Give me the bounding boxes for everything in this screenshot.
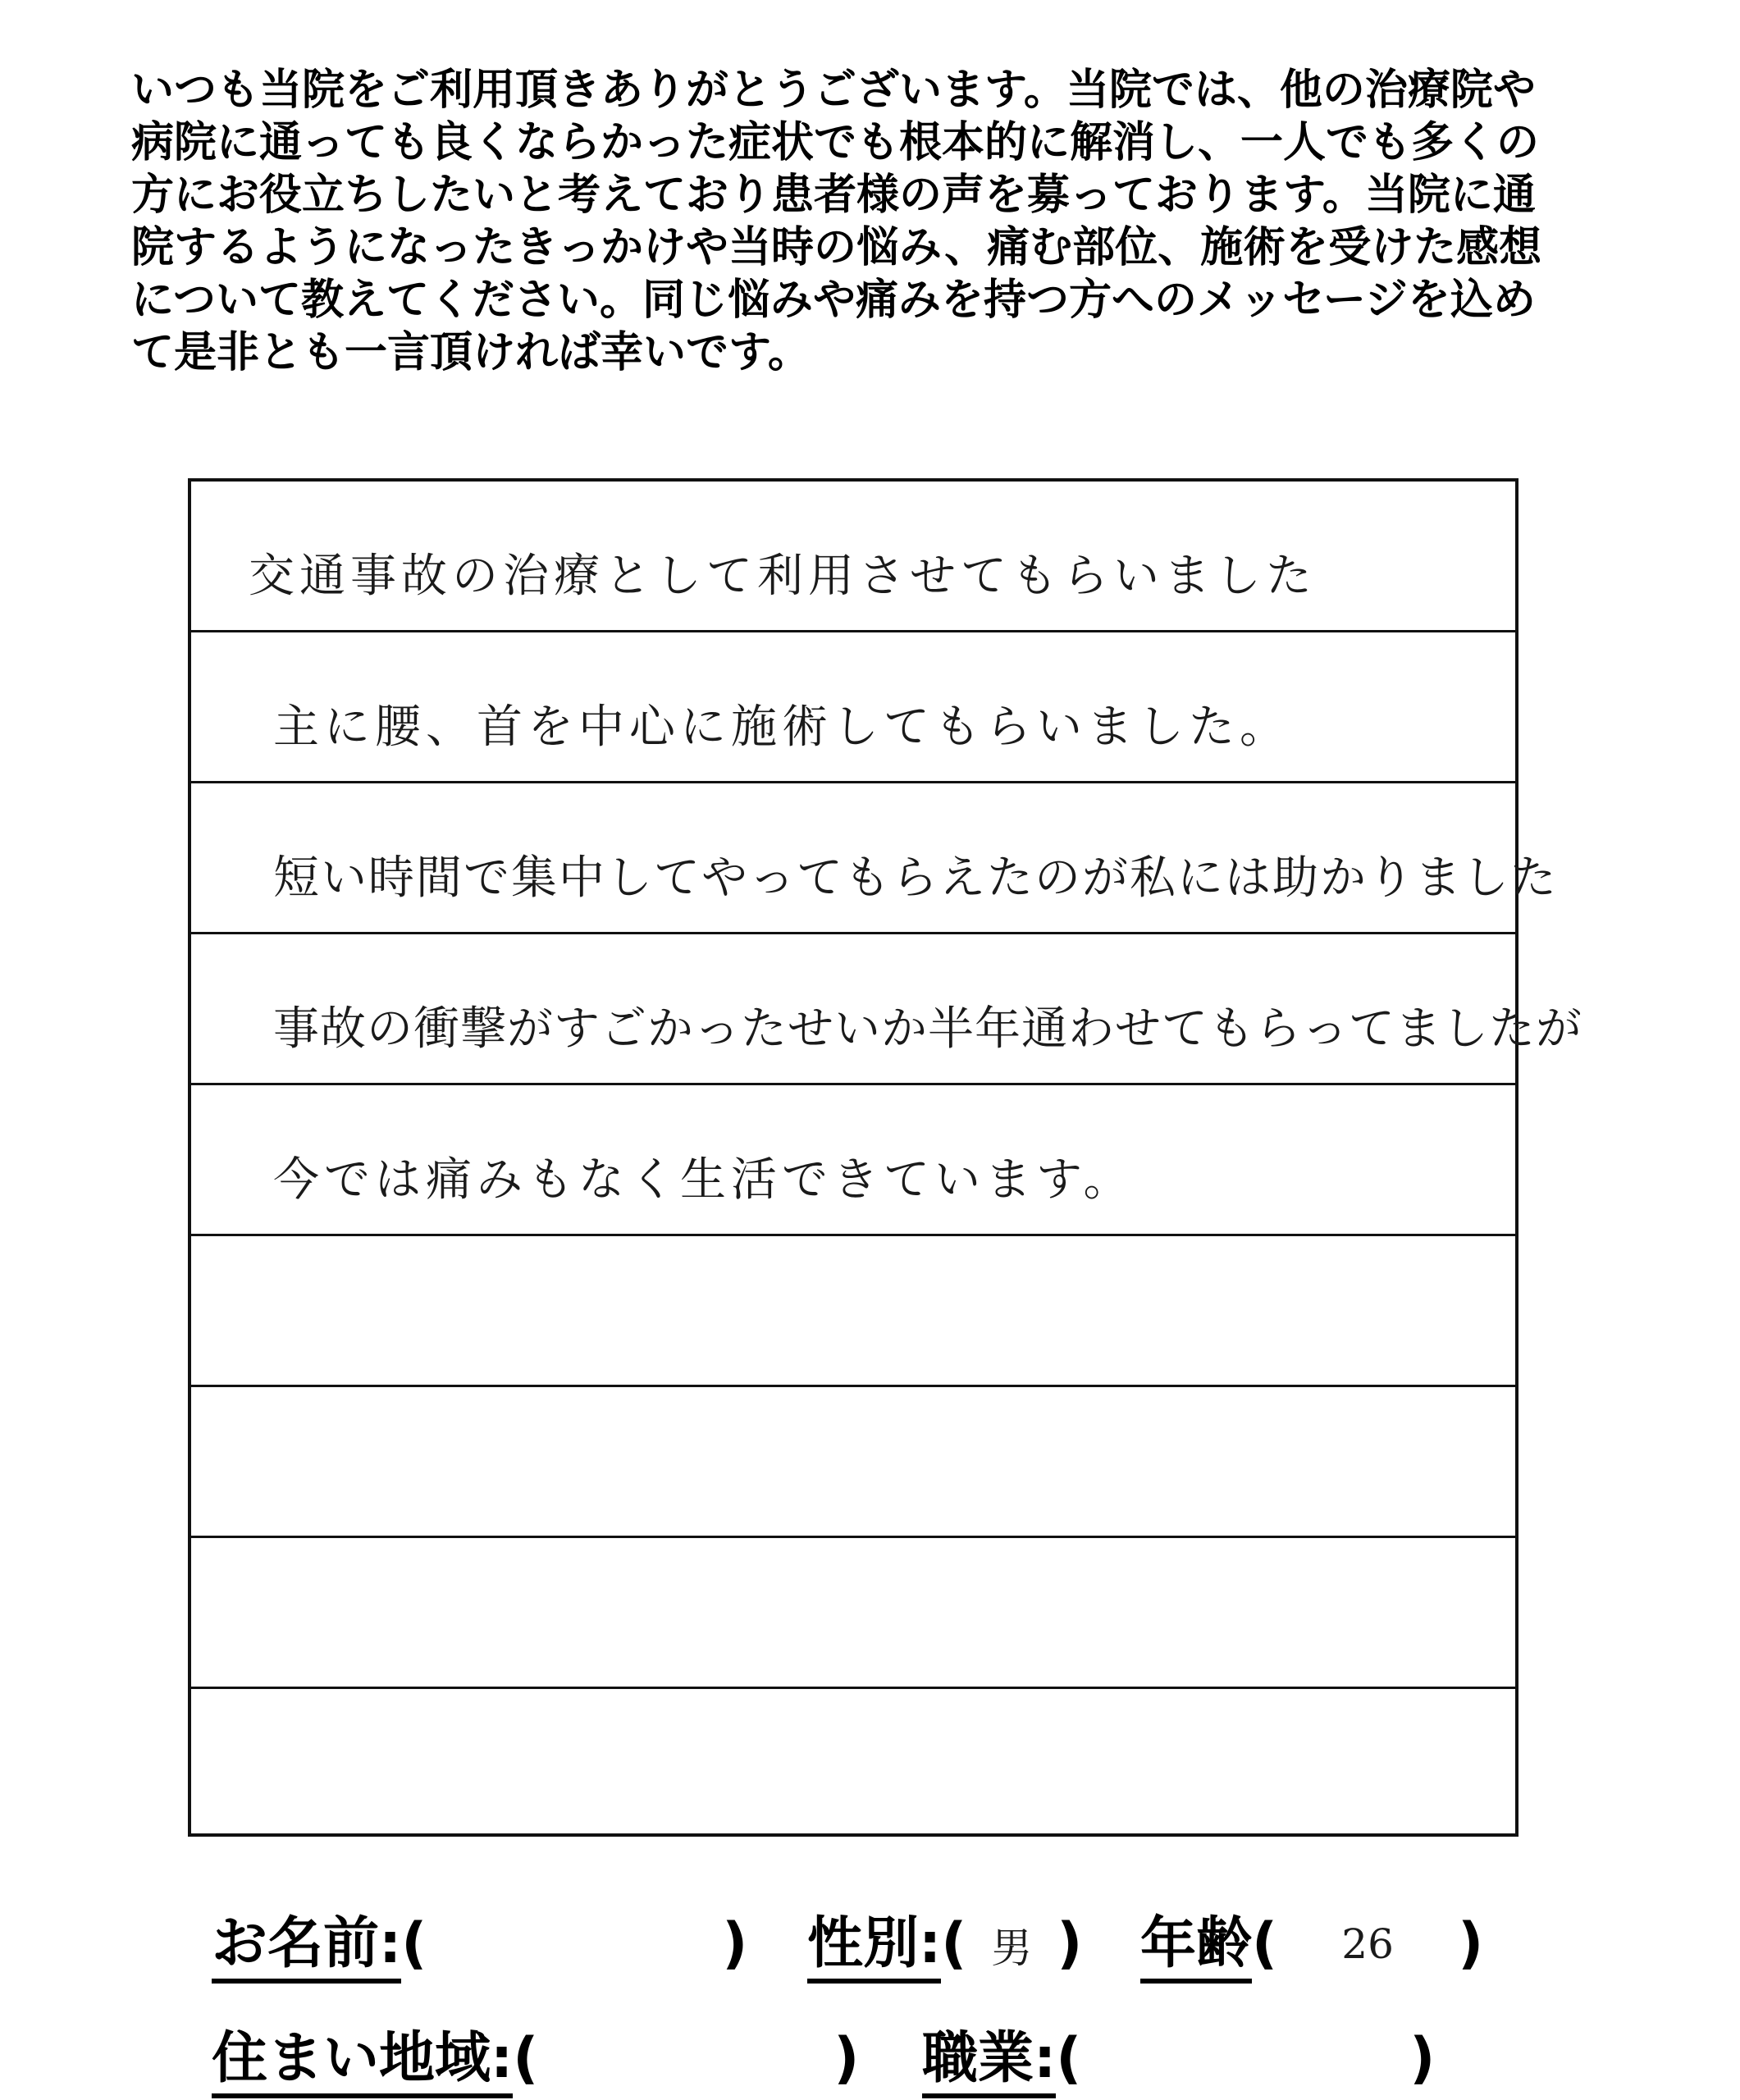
response-text: 交通事故の治療として利用させてもらいました — [249, 550, 1317, 603]
response-row — [191, 482, 1515, 632]
response-box — [188, 478, 1582, 1837]
intro-line: 院するようになったきっかけや当時の悩み、痛む部位、施術を受けた感想 — [131, 223, 1542, 272]
age-value: 26 — [1341, 1920, 1394, 1968]
age-label: 年齢 — [1140, 1911, 1252, 1984]
job-field — [922, 2026, 1435, 2098]
response-row — [191, 1085, 1515, 1236]
intro-text — [131, 64, 1575, 379]
open-paren: ( — [1252, 1911, 1278, 1976]
response-row — [191, 1689, 1515, 1840]
close-paren: ) — [1057, 1911, 1083, 1976]
name-label: お名前: — [212, 1911, 401, 1984]
response-row — [191, 934, 1582, 1085]
response-row — [191, 1236, 1515, 1387]
gender-value: 男 — [991, 1924, 1033, 1972]
intro-line: 病院に通っても良くならかった症状でも根本的に解消し、一人でも多くの — [131, 118, 1540, 167]
response-row — [191, 1387, 1515, 1538]
gender-label: 性別: — [807, 1911, 941, 1984]
area-label: 住まい地域: — [212, 2026, 513, 2098]
open-paren: ( — [401, 1911, 427, 1976]
response-text: 主に腰、首を中心に施術してもらいました。 — [273, 701, 1290, 754]
response-row — [191, 783, 1558, 934]
gender-field — [807, 1911, 1082, 1984]
close-paren: ) — [1458, 1911, 1484, 1976]
response-text: 短い時間で集中してやってもらえたのが私には助かりました — [273, 851, 1558, 905]
close-paren: ) — [722, 1911, 748, 1976]
intro-line: について教えてください。同じ悩みや痛みを持つ方へのメッセージを込め — [131, 276, 1536, 325]
job-label-text: 職業 — [922, 2026, 1034, 2091]
response-text: 事故の衝撃がすごかったせいか半年通わせてもらってましたが — [273, 1002, 1582, 1056]
response-text: 今では痛みもなく生活できています。 — [273, 1153, 1135, 1207]
age-field — [1140, 1911, 1483, 1984]
open-paren: ( — [1056, 2026, 1082, 2091]
response-row — [191, 1538, 1515, 1689]
intro-line: て是非とも一言頂ければ幸いです。 — [131, 328, 811, 377]
name-label-text: お名前 — [212, 1911, 380, 1976]
open-paren: ( — [941, 1911, 967, 1976]
gender-label-text: 性別 — [807, 1911, 920, 1976]
name-field — [212, 1911, 747, 1984]
area-field — [212, 2026, 859, 2098]
area-label-text: 住まい地域 — [212, 2026, 491, 2091]
close-paren: ) — [1409, 2026, 1436, 2091]
open-paren: ( — [513, 2026, 539, 2091]
close-paren: ) — [833, 2026, 860, 2091]
intro-line: 方にお役立ちしたいと考えており患者様の声を募っております。当院に通 — [131, 171, 1536, 220]
response-row — [191, 632, 1515, 783]
intro-line: いつも当院をご利用頂きありがとうございます。当院では、他の治療院や — [131, 66, 1536, 115]
job-label: 職業: — [922, 2026, 1056, 2098]
